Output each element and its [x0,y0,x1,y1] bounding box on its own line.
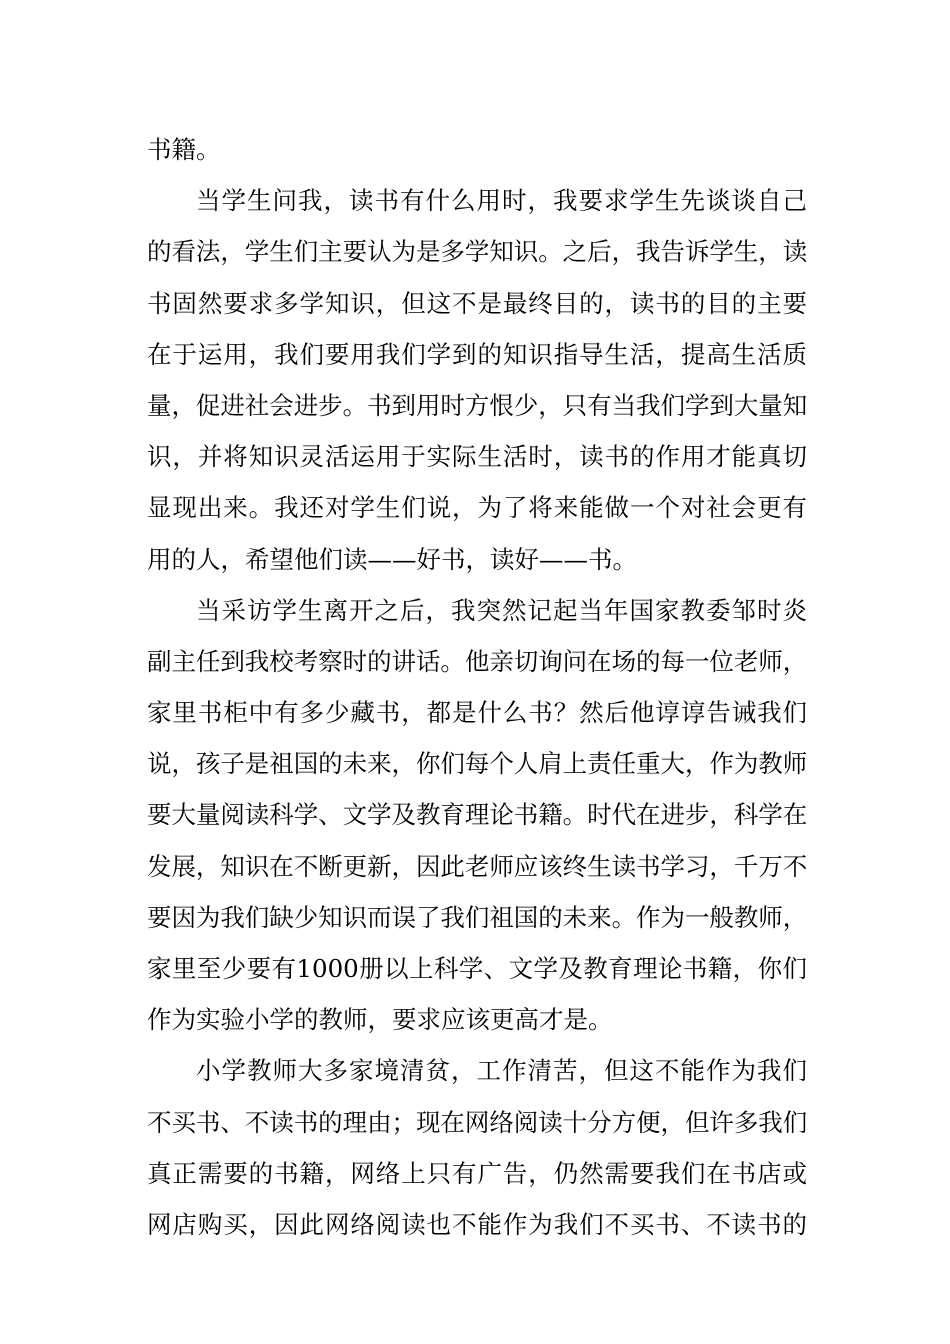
text-line: 网店购买，因此网络阅读也不能作为我们不买书、不读书的 [147,1209,807,1239]
text-line: 副主任到我校考察时的讲话。他亲切询问在场的每一位老师， [147,646,807,676]
text-line: 量，促进社会进步。书到用时方恨少，只有当我们学到大量知 [147,390,807,420]
text-line: 当学生问我，读书有什么用时，我要求学生先谈谈自己 [196,186,807,216]
text-line: 发展，知识在不断更新，因此老师应该终生读书学习，千万不 [147,851,807,881]
text-line: 要因为我们缺少知识而误了我们祖国的未来。作为一般教师， [147,902,807,932]
text-line: 书固然要求多学知识，但这不是最终目的，读书的目的主要 [147,288,807,318]
text-line: 要大量阅读科学、文学及教育理论书籍。时代在进步，科学在 [147,800,807,830]
text-line: 小学教师大多家境清贫，工作清苦，但这不能作为我们 [196,1056,807,1086]
text-line: 识，并将知识灵活运用于实际生活时，读书的作用才能真切 [147,442,807,472]
text-line: 作为实验小学的教师，要求应该更高才是。 [147,1005,613,1035]
text-line: 当采访学生离开之后，我突然记起当年国家教委邹时炎 [196,595,807,625]
text-line: 显现出来。我还对学生们说，为了将来能做一个对社会更有 [147,493,807,523]
text-line: 用的人，希望他们读——好书，读好——书。 [147,544,637,574]
text-line: 的看法，学生们主要认为是多学知识。之后，我告诉学生，读 [147,237,807,267]
text-line: 说，孩子是祖国的未来，你们每个人肩上责任重大，作为教师 [147,749,807,779]
text-line: 不买书、不读书的理由；现在网络阅读十分方便，但许多我们 [147,1107,807,1137]
text-line: 家里至少要有1000册以上科学、文学及教育理论书籍，你们 [147,954,807,983]
text-line: 书籍。 [147,135,221,164]
text-line: 在于运用，我们要用我们学到的知识指导生活，提高生活质 [147,339,807,369]
text-line: 家里书柜中有多少藏书，都是什么书？然后他谆谆告诫我们 [147,698,807,728]
body-text [147,124,807,1250]
text-line: 真正需要的书籍，网络上只有广告，仍然需要我们在书店或 [147,1158,807,1188]
